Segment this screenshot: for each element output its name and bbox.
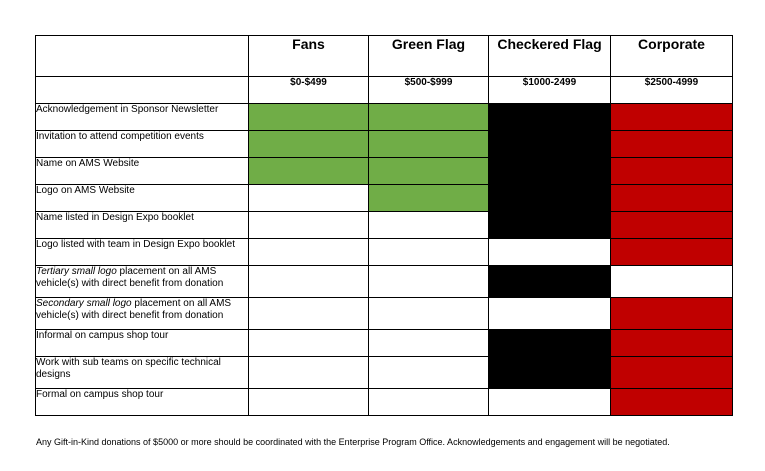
tier-cell-fans-white — [249, 212, 369, 239]
tier-cell-fans-white — [249, 239, 369, 266]
benefit-label — [36, 212, 249, 239]
tier-price-row — [36, 77, 733, 104]
tier-cell-corporate-red — [611, 298, 733, 330]
benefit-row — [36, 239, 733, 266]
tier-cell-checkered-flag-white — [489, 298, 611, 330]
tier-cell-corporate-red — [611, 212, 733, 239]
benefit-row — [36, 212, 733, 239]
benefit-label — [36, 104, 249, 131]
tier-price-fans: $0-$499 — [249, 77, 369, 104]
tier-cell-corporate-red — [611, 330, 733, 357]
tier-name-checkered-flag: Checkered Flag — [489, 36, 611, 77]
sponsorship-tier-table — [35, 35, 733, 416]
benefit-row — [36, 357, 733, 389]
tier-cell-fans-green — [249, 158, 369, 185]
benefit-row — [36, 158, 733, 185]
benefit-label-text: placement on all AMS vehicle(s) with direct benefit from donation — [36, 266, 224, 289]
benefit-label — [36, 357, 249, 389]
benefit-label-text: Logo listed with team in Design Expo booklet — [36, 239, 236, 250]
benefit-row — [36, 330, 733, 357]
tier-price-checkered-flag: $1000-2499 — [489, 77, 611, 104]
benefit-label — [36, 158, 249, 185]
benefit-label — [36, 298, 249, 330]
tier-cell-checkered-flag-black — [489, 185, 611, 212]
benefit-label — [36, 185, 249, 212]
tier-cell-fans-green — [249, 131, 369, 158]
tier-cell-fans-white — [249, 266, 369, 298]
tier-cell-green-flag-white — [369, 330, 489, 357]
benefit-label-text: Invitation to attend competition events — [36, 131, 204, 142]
benefit-label-text: Formal on campus shop tour — [36, 389, 164, 400]
tier-cell-checkered-flag-black — [489, 357, 611, 389]
benefit-label-text: Acknowledgement in Sponsor Newsletter — [36, 104, 219, 115]
tier-cell-checkered-flag-black — [489, 104, 611, 131]
benefit-label — [36, 131, 249, 158]
tier-cell-corporate-red — [611, 104, 733, 131]
tier-cell-green-flag-white — [369, 266, 489, 298]
benefit-label — [36, 389, 249, 416]
benefit-label-emphasis: Secondary small logo — [36, 298, 132, 309]
benefit-label — [36, 330, 249, 357]
tier-cell-corporate-red — [611, 158, 733, 185]
tier-cell-corporate-red — [611, 357, 733, 389]
tier-cell-fans-white — [249, 298, 369, 330]
benefit-label-text: Logo on AMS Website — [36, 185, 135, 196]
tier-cell-green-flag-white — [369, 239, 489, 266]
benefit-row — [36, 389, 733, 416]
benefit-label-text: Name on AMS Website — [36, 158, 140, 169]
tier-cell-fans-white — [249, 185, 369, 212]
price-label-spacer — [36, 77, 249, 104]
tier-name-corporate: Corporate — [611, 36, 733, 77]
tier-cell-green-flag-green — [369, 185, 489, 212]
tier-cell-corporate-red — [611, 239, 733, 266]
tier-cell-fans-green — [249, 104, 369, 131]
benefit-row — [36, 131, 733, 158]
tier-cell-green-flag-green — [369, 158, 489, 185]
tier-cell-fans-white — [249, 389, 369, 416]
tier-cell-checkered-flag-black — [489, 266, 611, 298]
tier-price-green-flag: $500-$999 — [369, 77, 489, 104]
benefit-label-text: Name listed in Design Expo booklet — [36, 212, 194, 223]
benefit-row — [36, 298, 733, 330]
tier-cell-green-flag-white — [369, 298, 489, 330]
benefit-row — [36, 104, 733, 131]
tier-cell-green-flag-white — [369, 212, 489, 239]
tier-cell-checkered-flag-black — [489, 158, 611, 185]
tier-cell-green-flag-white — [369, 357, 489, 389]
tier-cell-checkered-flag-white — [489, 389, 611, 416]
tier-cell-green-flag-white — [369, 389, 489, 416]
tier-name-fans: Fans — [249, 36, 369, 77]
benefit-row — [36, 266, 733, 298]
benefit-row — [36, 185, 733, 212]
tier-cell-corporate-red — [611, 185, 733, 212]
tier-cell-checkered-flag-black — [489, 330, 611, 357]
tier-cell-corporate-red — [611, 131, 733, 158]
tier-name-row — [36, 36, 733, 77]
tier-price-corporate: $2500-4999 — [611, 77, 733, 104]
tier-cell-green-flag-green — [369, 131, 489, 158]
tier-cell-checkered-flag-black — [489, 131, 611, 158]
tier-cell-corporate-white — [611, 266, 733, 298]
benefit-label — [36, 266, 249, 298]
benefit-label — [36, 239, 249, 266]
tier-cell-checkered-flag-white — [489, 239, 611, 266]
table-corner-cell — [36, 36, 249, 77]
tier-cell-checkered-flag-black — [489, 212, 611, 239]
benefit-rows — [36, 104, 733, 416]
gift-in-kind-footnote: Any Gift-in-Kind donations of $5000 or more should be coordinated with the Enterprise Program Office. Acknowledgements and engagement will be negotiated. — [36, 437, 670, 447]
tier-name-green-flag: Green Flag — [369, 36, 489, 77]
tier-cell-corporate-red — [611, 389, 733, 416]
tier-cell-fans-white — [249, 330, 369, 357]
benefit-label-text: Work with sub teams on specific technical designs — [36, 357, 221, 380]
benefit-label-text: placement on all AMS vehicle(s) with direct benefit from donation — [36, 298, 232, 321]
tier-cell-fans-white — [249, 357, 369, 389]
benefit-label-text: Informal on campus shop tour — [36, 330, 169, 341]
benefit-label-emphasis: Tertiary small logo — [36, 266, 117, 277]
tier-cell-green-flag-green — [369, 104, 489, 131]
